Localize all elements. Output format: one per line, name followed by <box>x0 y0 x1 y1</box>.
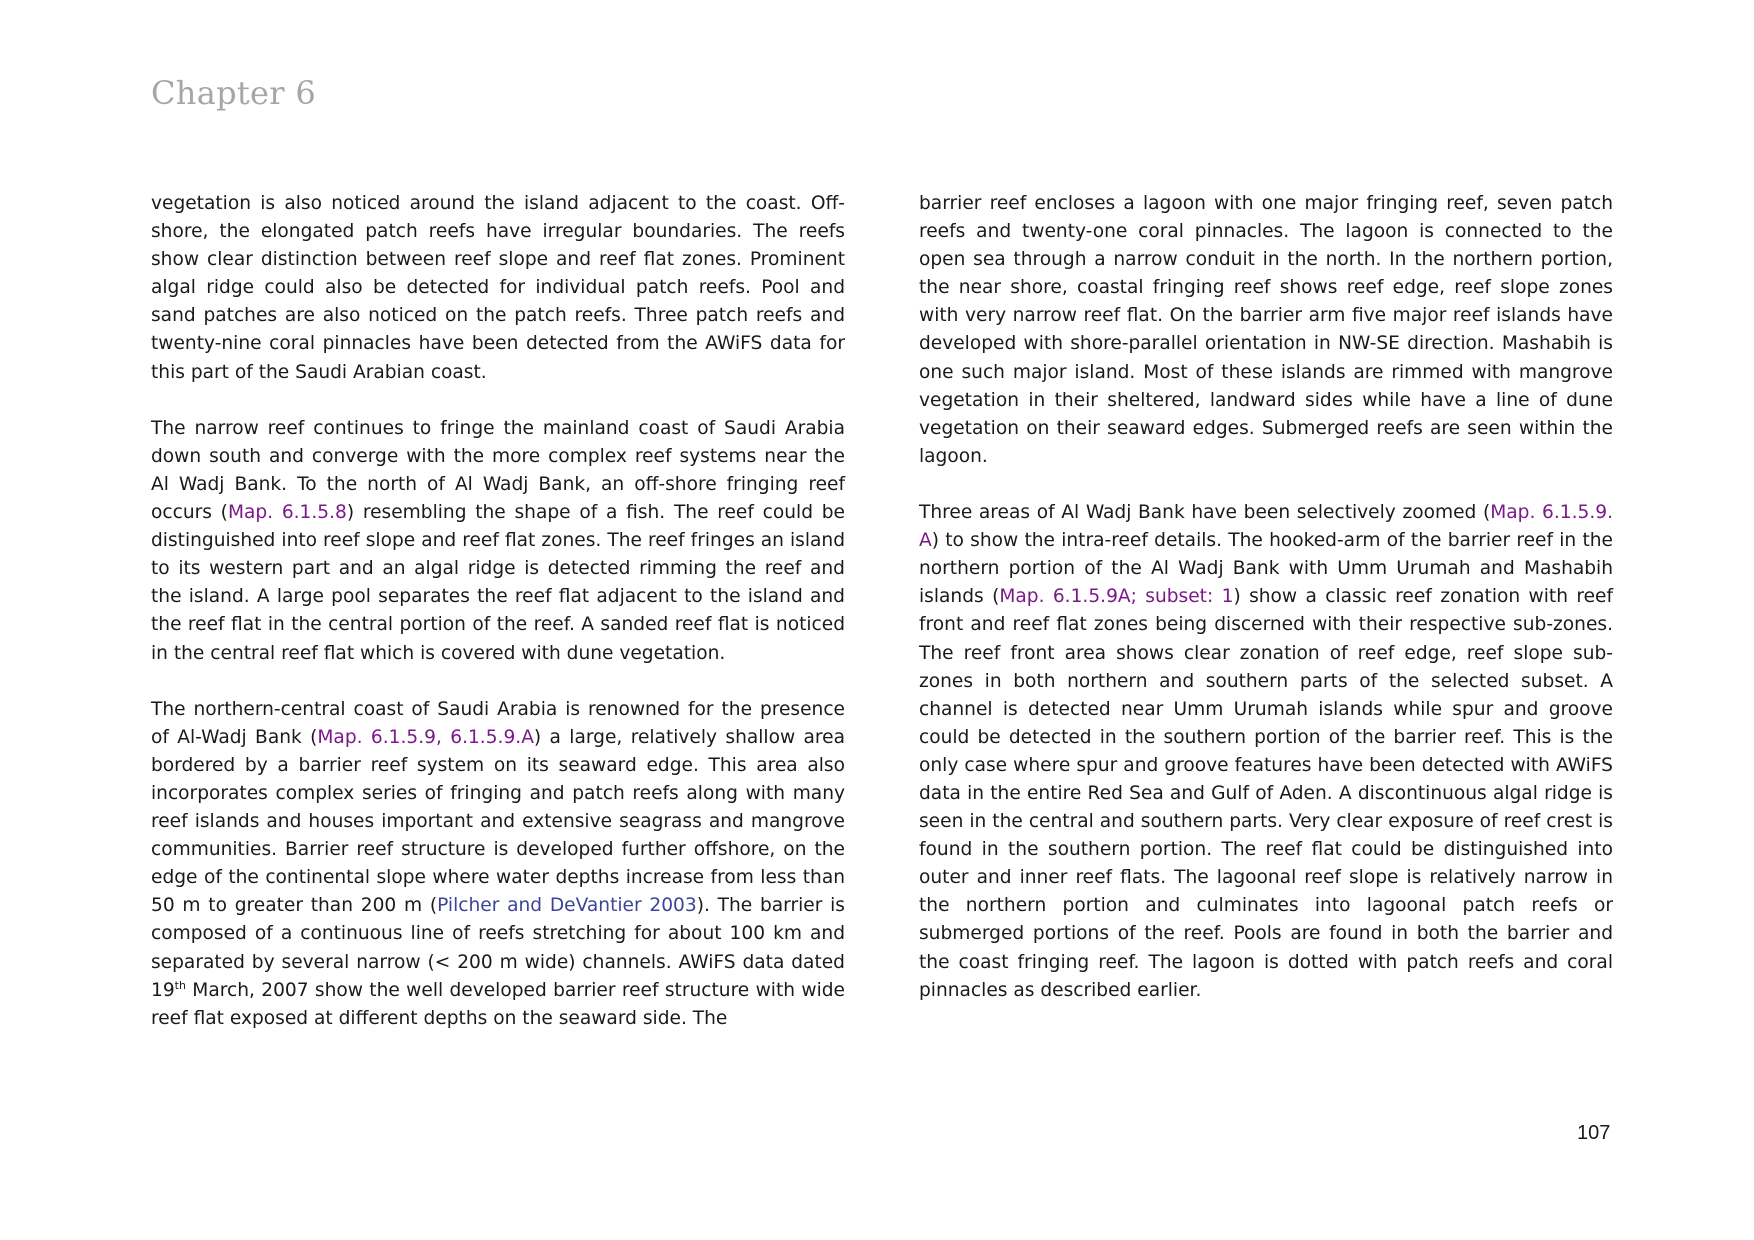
citation-link[interactable]: Pilcher and DeVantier 2003 <box>437 895 697 917</box>
superscript: th <box>174 978 186 992</box>
paragraph <box>151 696 845 1033</box>
paragraph <box>151 415 845 668</box>
paragraph-text: ) show a classic reef zonation with reef front and reef flat zones being discerned with their respective sub-zones. The reef front area shows clear zonation of reef edge, reef slope sub-zones in both northern and southern parts of the selected subset. A channel is detected near Umm Urumah islands while spur and groove could be detected in the southern portion of the barrier reef. This is the only case where spur and groove features have been detected with AWiFS data in the entire Red Sea and Gulf of Aden. A discontinuous algal ridge is seen in the central and southern parts. Very clear exposure of reef crest is found in the southern portion. The reef flat could be distinguished into outer and inner reef flats. The lagoonal reef slope is relatively narrow in the northern portion and culminates into lagoonal patch reefs or submerged portions of the reef. Pools are found in both the barrier and the coast fringing reef. The lagoon is dotted with patch reefs and coral pinnacles as described earlier. <box>919 586 1614 1001</box>
paragraph <box>919 499 1613 1005</box>
map-reference-link[interactable]: Map. 6.1.5.9, 6.1.5.9.A <box>317 726 534 748</box>
paragraph-text: ). The barrier is composed of a continuous line of reefs stretching for about 100 km and separated by several narrow (< 200 m wide) channels. AWiFS data dated 19 <box>151 895 845 1001</box>
paragraph-text: barrier reef encloses a lagoon with one major fringing reef, seven patch reefs and twenty-one coral pinnacles. The lagoon is connected to the open sea through a narrow conduit in the north. In the northern portion, the near shore, coastal fringing reef shows reef edge, reef slope zones with very narrow reef flat. On the barrier arm five major reef islands have developed with shore-parallel orientation in NW-SE direction. Mashabih is one such major island. Most of these islands are rimmed with mangrove vegetation in their sheltered, landward sides while have a line of dune vegetation on their seaward edges. Submerged reefs are seen within the lagoon. <box>919 193 1613 467</box>
paragraph-text: The northern-central coast of Saudi Arabia is renowned for the presence of Al-Wadj Bank ( <box>151 698 845 748</box>
paragraph <box>919 190 1613 471</box>
right-column <box>919 190 1613 1033</box>
paragraph-text: Three areas of Al Wadj Bank have been selectively zoomed ( <box>919 502 1491 524</box>
page-number: 107 <box>1577 1122 1611 1144</box>
paragraph-text: ) to show the intra-reef details. The hooked-arm of the barrier reef in the northern portion of the Al Wadj Bank with Umm Urumah and Mashabih islands ( <box>919 530 1613 608</box>
paragraph-text: March, 2007 show the well developed barrier reef structure with wide reef flat exposed at different depths on the seaward side. The <box>151 979 845 1029</box>
paragraph-text: ) resembling the shape of a fish. The reef could be distinguished into reef slope and reef flat zones. The reef fringes an island to its western part and an algal ridge is detected rimming the reef and the island. A large pool separates the reef flat adjacent to the island and the reef flat in the central portion of the reef. A sanded reef flat is noticed in the central reef flat which is covered with dune vegetation. <box>151 502 845 664</box>
paragraph-text: The narrow reef continues to fringe the mainland coast of Saudi Arabia down south and converge with the more complex reef systems near the Al Wadj Bank. To the north of Al Wadj Bank, an off-shore fringing reef occurs ( <box>151 417 845 524</box>
paragraph <box>151 190 845 387</box>
left-column <box>151 190 845 1061</box>
paragraph-text: ) a large, relatively shallow area bordered by a barrier reef system on its seaward edge. This area also incorporates complex series of fringing and patch reefs along with many reef islands and houses important and extensive seagrass and mangrove communities. Barrier reef structure is developed further offshore, on the edge of the continental slope where water depths increase from less than 50 m to greater than 200 m ( <box>151 726 845 917</box>
paragraph-text: vegetation is also noticed around the island adjacent to the coast. Off-shore, the elongated patch reefs have irregular boundaries. The reefs show clear distinction between reef slope and reef flat zones. Prominent algal ridge could also be detected for individual patch reefs. Pool and sand patches are also noticed on the patch reefs. Three patch reefs and twenty-nine coral pinnacles have been detected from the AWiFS data for this part of the Saudi Arabian coast. <box>151 193 845 383</box>
map-reference-link[interactable]: Map. 6.1.5.9A; subset: 1 <box>999 586 1234 608</box>
map-reference-link[interactable]: Map. 6.1.5.8 <box>227 502 347 524</box>
map-reference-link[interactable]: Map. 6.1.5.9. A <box>919 502 1613 552</box>
chapter-heading: Chapter 6 <box>151 74 316 112</box>
